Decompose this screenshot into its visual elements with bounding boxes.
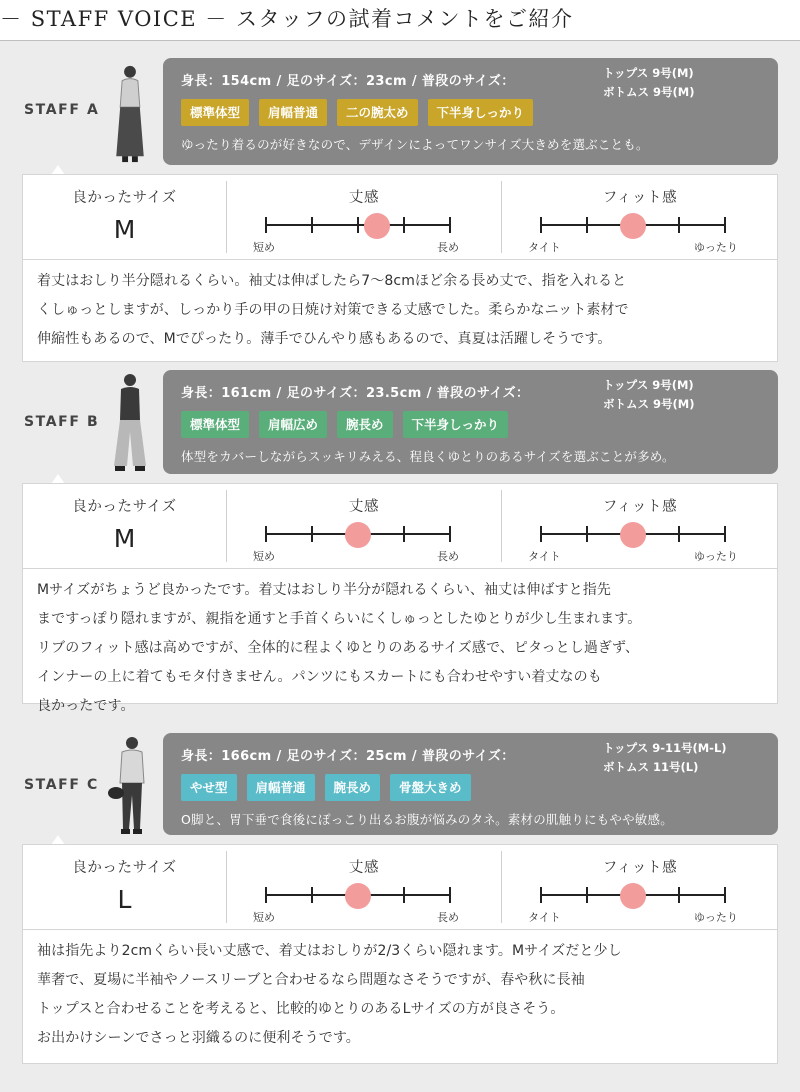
staff-profile-card: [163, 733, 778, 835]
body-type-tag: 下半身しっかり: [428, 99, 534, 126]
usual-sizes: [603, 64, 694, 102]
staff-profile-card: [163, 370, 778, 474]
usual-size-bottoms: ボトムス 9号(M): [603, 85, 695, 99]
length-max-label: 長め: [437, 241, 459, 254]
page-title-en: STAFF VOICE: [30, 7, 198, 31]
review-line: お出かけシーンでさっと羽織るのに便利そうです。: [37, 1030, 360, 1046]
body-type-tag: 下半身しっかり: [403, 411, 509, 438]
staff-photo: [100, 733, 160, 839]
body-type-tag: やせ型: [181, 774, 237, 801]
length-max-label: 長め: [437, 911, 459, 924]
fit-min-label: タイト: [528, 241, 561, 254]
length-min-label: 短め: [253, 241, 275, 254]
good-size-label: 良かったサイズ: [72, 499, 177, 515]
staff-stats: 身長：161cm / 足のサイズ：23.5cm / 普段のサイズ：: [181, 386, 530, 401]
fit-scale-tick: [678, 887, 680, 903]
body-type-tag: 標準体型: [181, 99, 249, 126]
review-line: 良かったです。: [37, 698, 135, 714]
body-type-tags: [181, 411, 508, 438]
body-type-tag: 肩幅普通: [259, 99, 327, 126]
body-type-tags: [181, 99, 533, 126]
good-size-cell: [23, 845, 226, 929]
review-line: 袖は指先より2cmくらい長い丈感で、着丈はおしりが2/3くらい隠れます。Mサイズだと少し: [37, 943, 622, 959]
usual-size-tops: トップス 9号(M): [603, 378, 694, 392]
body-type-tag: 腕長め: [325, 774, 381, 801]
fit-min-label: タイト: [528, 911, 561, 924]
staff-preference-comment: ゆったり着るのが好きなので、デザインによってワンサイズ大きめを選ぶことも。: [181, 137, 649, 152]
staff-photo: [100, 370, 160, 476]
fit-scale-tick: [586, 217, 588, 233]
fit-title: フィット感: [602, 190, 678, 206]
fit-scale-tick: [724, 526, 726, 542]
usual-sizes: [603, 739, 727, 777]
length-scale-tick: [449, 526, 451, 542]
usual-sizes: [603, 376, 694, 414]
body-type-tags: [181, 774, 471, 801]
length-scale-tick: [403, 887, 405, 903]
length-scale-tick: [265, 887, 267, 903]
staff-photo: [100, 62, 160, 166]
fit-max-label: ゆったり: [694, 911, 738, 924]
staff-stats: 身長：154cm / 足のサイズ：23cm / 普段のサイズ：: [181, 74, 515, 89]
body-type-tag: 二の腕太め: [337, 99, 418, 126]
body-type-tag: 腕長め: [337, 411, 393, 438]
length-scale: [265, 211, 451, 241]
staff-review: [22, 568, 778, 714]
review-line: くしゅっとしますが、しっかり手の甲の日焼け対策できる丈感でした。柔らかなニット素材で: [37, 302, 629, 318]
fit-scale-tick: [540, 887, 542, 903]
staff-label: STAFF C: [24, 777, 99, 793]
review-line: リブのフィット感は高めですが、全体的に程よくゆとりのあるサイズ感で、ピタっとし過ぎず、: [37, 640, 640, 656]
review-line: トップスと合わせることを考えると、比較的ゆとりのあるLサイズの方が良さそう。: [37, 1001, 565, 1017]
fit-marker: [620, 213, 646, 239]
fit-scale-tick: [540, 526, 542, 542]
fit-scale-tick: [678, 526, 680, 542]
body-type-tag: 肩幅広め: [259, 411, 327, 438]
size-ratings: [22, 483, 778, 569]
review-line: 伸縮性もあるので、Mでぴったり。薄手でひんやり感もあるので、真夏は活躍しそうです。: [37, 331, 612, 347]
usual-size-tops: トップス 9-11号(M-L): [603, 741, 727, 755]
page-title-jp: スタッフの試着コメントをご紹介: [235, 7, 574, 31]
fit-scale-tick: [586, 526, 588, 542]
length-title: 丈感: [348, 190, 380, 206]
length-min-label: 短め: [253, 911, 275, 924]
page-title: － STAFF VOICE － スタッフの試着コメントをご紹介: [0, 7, 574, 31]
usual-size-tops: トップス 9号(M): [603, 66, 694, 80]
length-scale-tick: [311, 217, 313, 233]
fit-scale-tick: [586, 887, 588, 903]
length-scale-tick: [403, 217, 405, 233]
length-scale-tick: [449, 887, 451, 903]
fit-max-label: ゆったり: [694, 241, 738, 254]
fit-scale-tick: [678, 217, 680, 233]
fit-max-label: ゆったり: [694, 550, 738, 563]
staff-stats: 身長：166cm / 足のサイズ：25cm / 普段のサイズ：: [181, 749, 515, 764]
review-line: 着丈はおしり半分隠れるくらい。袖丈は伸ばしたら7〜8cmほど余る長め丈で、指を入れると: [37, 273, 627, 289]
good-size-label: 良かったサイズ: [72, 860, 177, 876]
length-min-label: 短め: [253, 550, 275, 563]
body-type-tag: 骨盤大きめ: [390, 774, 471, 801]
length-max-label: 長め: [437, 550, 459, 563]
length-marker: [364, 213, 390, 239]
review-line: インナーの上に着てもモタ付きません。パンツにもスカートにも合わせやすい着丈なのも: [37, 669, 602, 685]
fit-scale: [540, 520, 726, 550]
length-scale-tick: [265, 526, 267, 542]
length-scale-tick: [449, 217, 451, 233]
length-title: 丈感: [348, 499, 380, 515]
staff-preference-comment: 体型をカバーしながらスッキリみえる、程良くゆとりのあるサイズを選ぶことが多め。: [181, 449, 675, 464]
length-marker: [345, 883, 371, 909]
size-ratings: [22, 174, 778, 260]
fit-marker: [620, 883, 646, 909]
length-marker: [345, 522, 371, 548]
size-ratings: [22, 844, 778, 930]
length-scale-tick: [265, 217, 267, 233]
length-title: 丈感: [348, 860, 380, 876]
staff-review: [22, 259, 778, 362]
length-scale-tick: [311, 526, 313, 542]
length-scale-tick: [311, 887, 313, 903]
good-size-cell: [23, 484, 226, 568]
good-size-value: M: [113, 215, 136, 244]
review-line: Mサイズがちょうど良かったです。着丈はおしり半分が隠れるくらい、袖丈は伸ばすと指先: [37, 582, 611, 598]
staff-profile-card: [163, 58, 778, 165]
length-scale-tick: [403, 526, 405, 542]
fit-title: フィット感: [602, 499, 678, 515]
review-line: 華奢で、夏場に半袖やノースリーブと合わせるなら問題なさそうですが、春や秋に長袖: [37, 972, 585, 988]
good-size-value: M: [113, 524, 136, 553]
usual-size-bottoms: ボトムス 9号(M): [603, 397, 695, 411]
fit-title: フィット感: [602, 860, 678, 876]
page-header: [0, 0, 800, 36]
good-size-cell: [23, 175, 226, 259]
good-size-value: L: [117, 885, 132, 914]
fit-marker: [620, 522, 646, 548]
review-line: まですっぽり隠れますが、親指を通すと手首くらいにくしゅっとしたゆとりが少し生まれます。: [37, 611, 642, 627]
length-scale-tick: [357, 217, 359, 233]
fit-scale: [540, 881, 726, 911]
staff-label: STAFF B: [24, 414, 100, 430]
fit-min-label: タイト: [528, 550, 561, 563]
fit-scale-tick: [540, 217, 542, 233]
length-scale: [265, 881, 451, 911]
fit-scale-tick: [724, 887, 726, 903]
usual-size-bottoms: ボトムス 11号(L): [603, 760, 699, 774]
good-size-label: 良かったサイズ: [72, 190, 177, 206]
staff-preference-comment: O脚と、胃下垂で食後にぽっこり出るお腹が悩みのタネ。素材の肌触りにもやや敏感。: [181, 812, 673, 827]
staff-review: [22, 929, 778, 1064]
staff-label: STAFF A: [24, 102, 100, 118]
body-type-tag: 肩幅普通: [247, 774, 315, 801]
fit-scale: [540, 211, 726, 241]
body-type-tag: 標準体型: [181, 411, 249, 438]
fit-scale-tick: [724, 217, 726, 233]
length-scale: [265, 520, 451, 550]
